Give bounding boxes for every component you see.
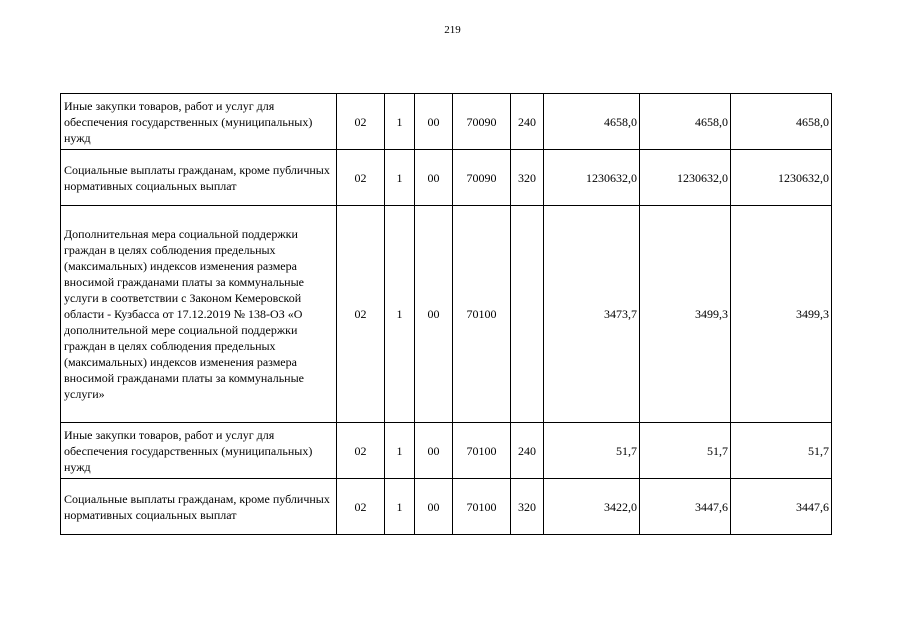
amount-cell: 3473,7 <box>544 206 640 423</box>
code-cell: 1 <box>385 206 415 423</box>
code-cell: 70090 <box>453 94 511 150</box>
code-cell: 02 <box>337 94 385 150</box>
amount-cell: 1230632,0 <box>731 150 832 206</box>
code-cell: 1 <box>385 150 415 206</box>
code-cell: 00 <box>415 206 453 423</box>
code-cell: 02 <box>337 423 385 479</box>
budget-table <box>60 93 832 535</box>
table-row <box>61 206 832 423</box>
table-row <box>61 479 832 535</box>
code-cell: 1 <box>385 94 415 150</box>
code-cell: 00 <box>415 150 453 206</box>
code-cell: 70100 <box>453 479 511 535</box>
code-cell: 240 <box>511 423 544 479</box>
code-cell: 02 <box>337 150 385 206</box>
code-cell: 02 <box>337 206 385 423</box>
amount-cell: 3447,6 <box>731 479 832 535</box>
amount-cell: 3499,3 <box>640 206 731 423</box>
code-cell <box>511 206 544 423</box>
amount-cell: 3499,3 <box>731 206 832 423</box>
page-number: 219 <box>444 24 461 36</box>
amount-cell: 3447,6 <box>640 479 731 535</box>
table-row <box>61 423 832 479</box>
row-name: Иные закупки товаров, работ и услуг для обеспечения государственных (муниципальных) нужд <box>61 423 337 479</box>
amount-cell: 4658,0 <box>731 94 832 150</box>
code-cell: 70100 <box>453 206 511 423</box>
code-cell: 320 <box>511 150 544 206</box>
code-cell: 70090 <box>453 150 511 206</box>
code-cell: 00 <box>415 94 453 150</box>
row-name: Социальные выплаты гражданам, кроме публичных нормативных социальных выплат <box>61 479 337 535</box>
code-cell: 00 <box>415 479 453 535</box>
amount-cell: 51,7 <box>731 423 832 479</box>
amount-cell: 1230632,0 <box>544 150 640 206</box>
amount-cell: 1230632,0 <box>640 150 731 206</box>
table-row <box>61 150 832 206</box>
amount-cell: 51,7 <box>640 423 731 479</box>
amount-cell: 4658,0 <box>544 94 640 150</box>
code-cell: 00 <box>415 423 453 479</box>
code-cell: 1 <box>385 423 415 479</box>
row-name: Дополнительная мера социальной поддержки граждан в целях соблюдения предельных (максимальных) индексов изменения размера вносимой гражданами платы за коммунальные услуги в соответствии с Законом Кемеровской области - Кузбасса от 17.12.2019 № 138-ОЗ «О дополнительной мере социальной поддержки граждан в целях соблюдения предельных (максимальных) индексов изменения размера вносимой гражданами платы за коммунальные услуги» <box>61 206 337 423</box>
row-name: Иные закупки товаров, работ и услуг для обеспечения государственных (муниципальных) нужд <box>61 94 337 150</box>
amount-cell: 51,7 <box>544 423 640 479</box>
code-cell: 240 <box>511 94 544 150</box>
amount-cell: 3422,0 <box>544 479 640 535</box>
code-cell: 1 <box>385 479 415 535</box>
row-name: Социальные выплаты гражданам, кроме публичных нормативных социальных выплат <box>61 150 337 206</box>
table-row <box>61 94 832 150</box>
amount-cell: 4658,0 <box>640 94 731 150</box>
code-cell: 70100 <box>453 423 511 479</box>
code-cell: 320 <box>511 479 544 535</box>
code-cell: 02 <box>337 479 385 535</box>
